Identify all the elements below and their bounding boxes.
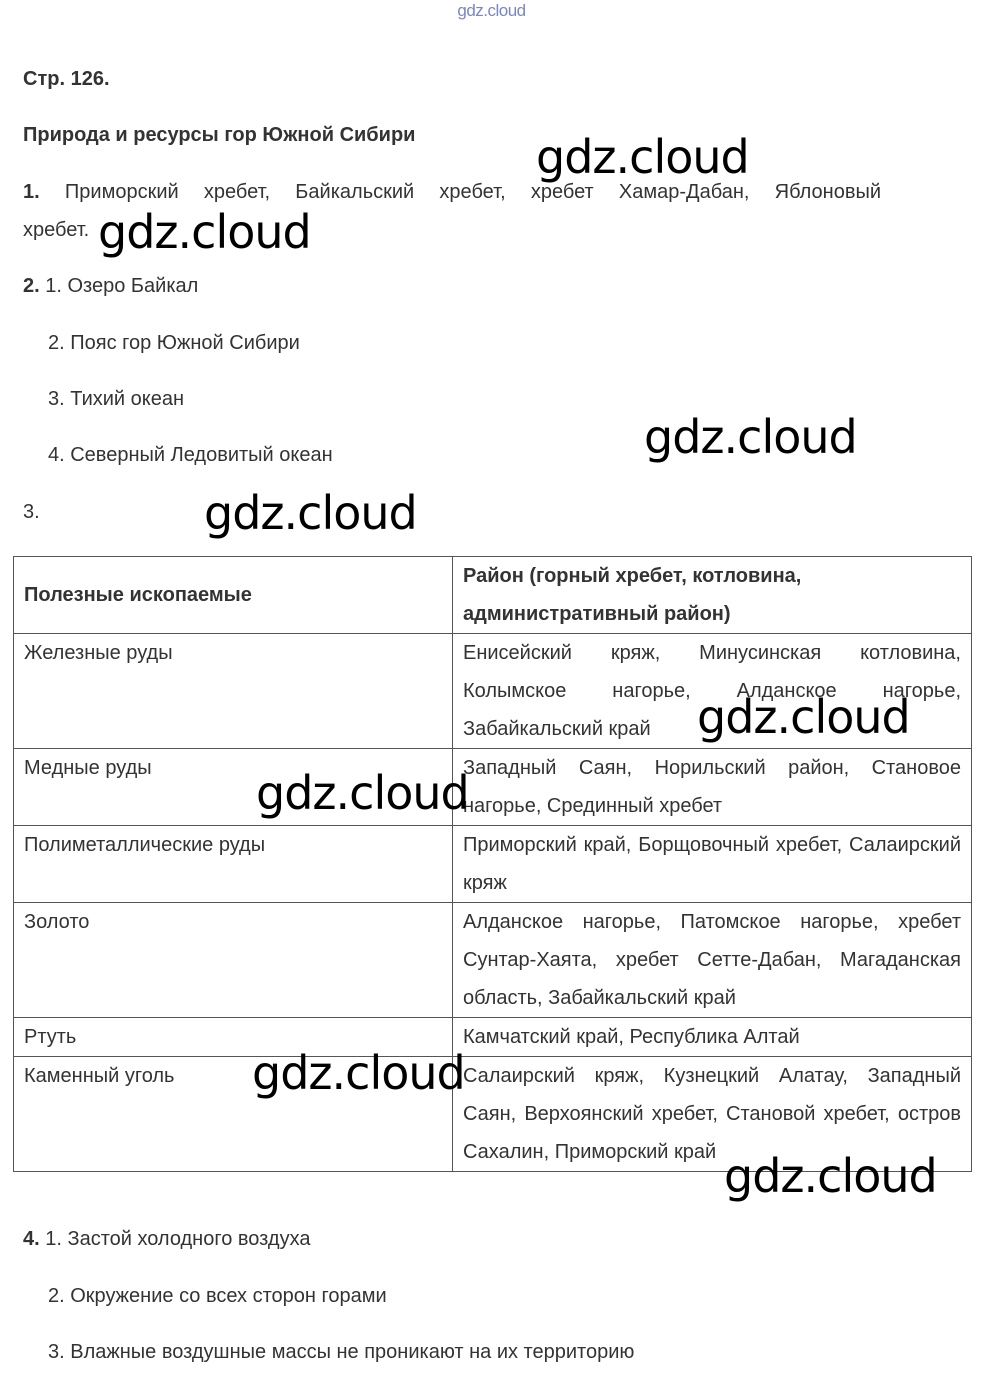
region-cell: Камчатский край, Республика Алтай bbox=[453, 1018, 972, 1057]
header-region-text: Район (горный хребет, котловина, административный район) bbox=[463, 565, 802, 625]
table-row bbox=[14, 749, 972, 826]
q2-item-4: 4. Северный Ледовитый океан bbox=[48, 444, 333, 466]
q4-number: 4. bbox=[23, 1228, 40, 1250]
watermark: gdz.cloud bbox=[644, 410, 857, 464]
q4-item-3: 3. Влажные воздушные массы не проникают на их территорию bbox=[48, 1341, 635, 1363]
watermark: gdz.cloud bbox=[252, 1046, 465, 1100]
q1-number: 1. bbox=[23, 181, 40, 203]
q2-number: 2. bbox=[23, 275, 40, 297]
region-cell: Приморский край, Борщовочный хребет, Салаирский кряж bbox=[453, 826, 972, 903]
mineral-cell: Каменный уголь bbox=[14, 1057, 453, 1172]
table-row bbox=[14, 1018, 972, 1057]
q1-block bbox=[23, 181, 881, 204]
region-cell: Западный Саян, Норильский район, Становое нагорье, Срединный хребет bbox=[453, 749, 972, 826]
region-cell: Алданское нагорье, Патомское нагорье, хребет Сунтар-Хаята, хребет Сетте-Дабан, Магаданская область, Забайкальский край bbox=[453, 903, 972, 1018]
q2-item-1-text: 1. Озеро Байкал bbox=[45, 275, 199, 297]
mineral-cell: Полиметаллические руды bbox=[14, 826, 453, 903]
site-mark: gdz.cloud bbox=[457, 1, 526, 20]
region-cell: Салаирский кряж, Кузнецкий Алатау, Западный Саян, Верхоянский хребет, Становой хребет, остров Сахалин, Приморский край bbox=[453, 1057, 972, 1172]
table-row bbox=[14, 826, 972, 903]
page-title: Природа и ресурсы гор Южной Сибири bbox=[23, 124, 416, 146]
region-cell: Енисейский кряж, Минусинская котловина, Колымское нагорье, Алданское нагорье, Забайкальский край bbox=[453, 634, 972, 749]
table-row bbox=[14, 903, 972, 1018]
watermark: gdz.cloud bbox=[256, 766, 469, 820]
header-minerals-text: Полезные ископаемые bbox=[24, 584, 252, 606]
q2-item-3: 3. Тихий океан bbox=[48, 388, 185, 410]
q4-item-2: 2. Окружение со всех сторон горами bbox=[48, 1285, 387, 1307]
q2-item-2: 2. Пояс гор Южной Сибири bbox=[48, 332, 300, 354]
mineral-cell: Железные руды bbox=[14, 634, 453, 749]
watermark: gdz.cloud bbox=[98, 205, 311, 259]
watermark: gdz.cloud bbox=[697, 690, 910, 744]
mineral-cell: Медные руды bbox=[14, 749, 453, 826]
watermark: gdz.cloud bbox=[204, 486, 417, 540]
mineral-cell: Ртуть bbox=[14, 1018, 453, 1057]
q1-line1-wrap bbox=[23, 181, 881, 204]
minerals-table bbox=[13, 556, 972, 1172]
table-header-row bbox=[14, 557, 972, 634]
table-header-region bbox=[453, 557, 972, 634]
q1-answer-line1: Приморский хребет, Байкальский хребет, хребет Хамар-Дабан, Яблоновый bbox=[64, 181, 881, 203]
q4-item-1 bbox=[23, 1228, 310, 1251]
q2-item-1 bbox=[23, 275, 198, 298]
page-number: Стр. 126. bbox=[23, 68, 110, 90]
mineral-cell: Золото bbox=[14, 903, 453, 1018]
q4-item-1-text: 1. Застой холодного воздуха bbox=[45, 1228, 311, 1250]
watermark: gdz.cloud bbox=[724, 1149, 937, 1203]
table-header-minerals bbox=[14, 557, 453, 634]
q3-number: 3. bbox=[23, 501, 40, 523]
watermark: gdz.cloud bbox=[536, 130, 749, 184]
q1-answer-line2: хребет. bbox=[23, 219, 90, 241]
